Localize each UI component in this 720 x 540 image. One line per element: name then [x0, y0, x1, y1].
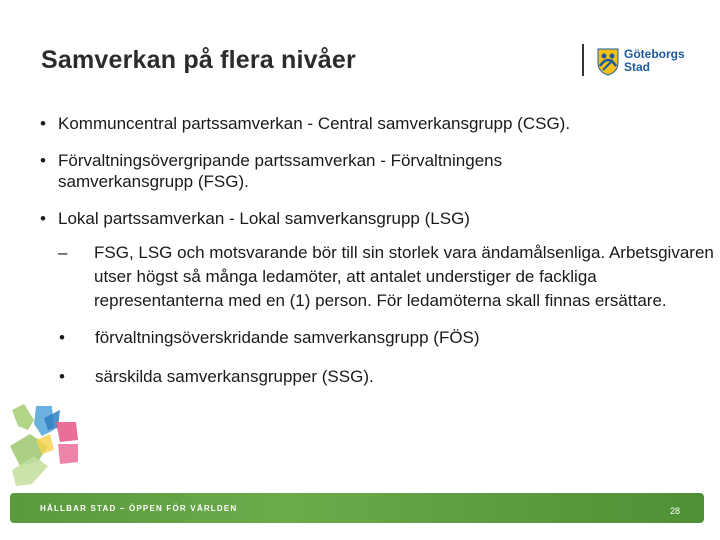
bullet-icon: • [40, 151, 46, 170]
dash-icon: – [58, 243, 68, 262]
footer-claim: HÅLLBAR STAD – ÖPPEN FÖR VÄRLDEN [40, 504, 238, 513]
logo-name [624, 48, 685, 74]
bullet-icon: • [40, 209, 46, 228]
list-item [59, 327, 700, 348]
logo-name-line2: Stad [624, 60, 651, 74]
list-item-text: Förvaltningsövergripande partssamverkan - Förvaltningens samverkansgrupp (FSG). [58, 151, 503, 191]
list-item [59, 366, 700, 387]
slide-title: Samverkan på flera nivåer [41, 46, 356, 74]
goteborgs-stad-crest-icon [594, 46, 622, 76]
sub-list-item-text: FSG, LSG och motsvarande bör till sin storlek vara ändamålsenliga. Arbetsgivaren utser högst så många ledamöter, att antalet understiger de fackliga representanterna med en (1) person. För ledamöterna skall finnas ersättare. [94, 243, 714, 310]
page-number: 28 [669, 506, 680, 516]
bullet-icon: • [59, 328, 65, 347]
bullet-list [40, 113, 714, 405]
footer-bar [10, 493, 704, 523]
list-item [40, 113, 700, 134]
logo-divider [582, 44, 584, 76]
bullet-icon: • [40, 114, 46, 133]
list-item-text: särskilda samverkansgrupper (SSG). [95, 367, 374, 386]
list-item [40, 150, 618, 192]
goteborgs-stad-logo [578, 44, 688, 80]
bullet-icon: • [59, 367, 65, 386]
list-item-text: förvaltningsöverskridande samverkansgrupp (FÖS) [95, 328, 480, 347]
list-item-text: Lokal partssamverkan - Lokal samverkansgrupp (LSG) [58, 209, 470, 228]
list-item-text: Kommuncentral partssamverkan - Central samverkansgrupp (CSG). [58, 114, 571, 133]
colored-hands-icon [8, 400, 108, 492]
list-item [40, 208, 700, 229]
logo-name-line1: Göteborgs [624, 47, 685, 61]
sub-list-item [58, 241, 714, 313]
